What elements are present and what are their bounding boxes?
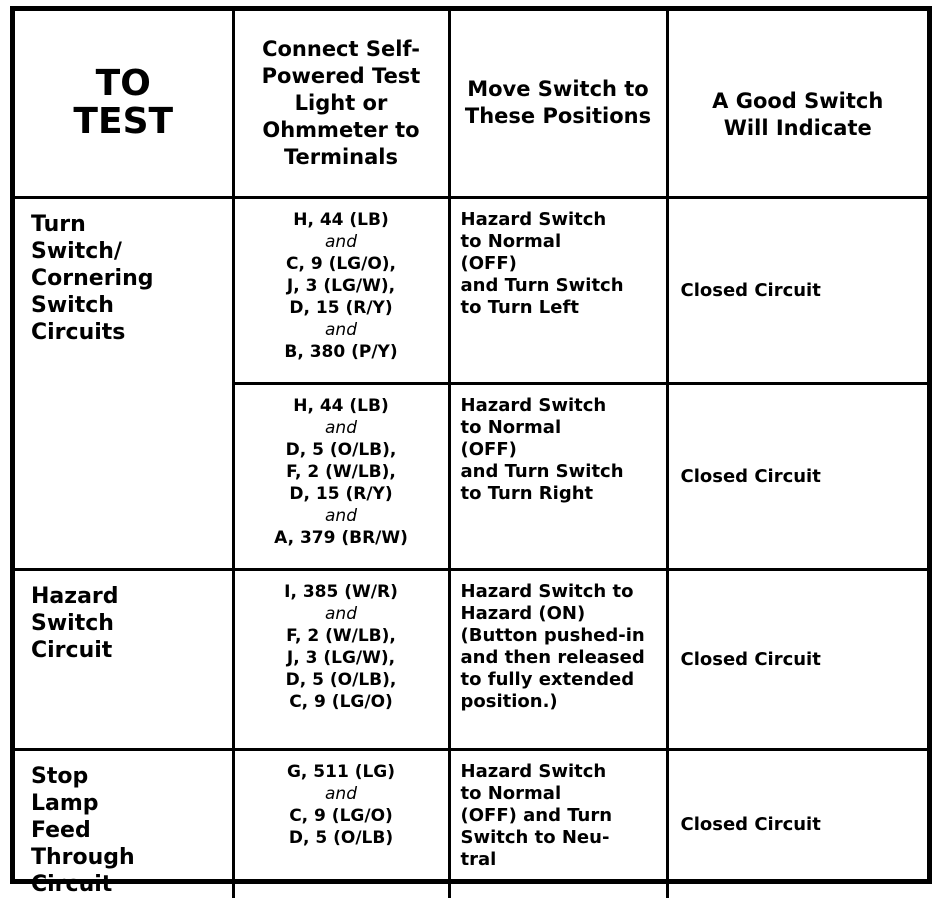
positions-cell (449, 383, 667, 569)
table-row (15, 749, 927, 898)
result-cell (667, 383, 927, 569)
header-move (449, 11, 667, 197)
terminal-line: C, 9 (LG/O), (285, 253, 397, 274)
result-cell (667, 197, 927, 383)
terminal-and: and (325, 319, 357, 340)
terminal-line: J, 3 (LG/W), (286, 275, 396, 296)
terminal-line: F, 2 (W/LB), (286, 461, 396, 482)
terminal-line: J, 3 (LG/W), (286, 647, 396, 668)
terminal-line: D, 5 (O/LB), (285, 669, 397, 690)
subject-cell (15, 749, 233, 898)
terminal-line: G, 511 (LG) (286, 761, 396, 782)
position-line: (OFF) and Turn (460, 804, 613, 826)
position-line: to Turn Right (460, 482, 594, 504)
switch-test-table (15, 11, 927, 898)
position-line: to Normal (460, 416, 562, 438)
terminal-and: and (325, 603, 357, 624)
position-line: to Turn Left (460, 296, 579, 318)
position-line: and Turn Switch (460, 274, 624, 296)
test-table-frame (10, 6, 932, 897)
position-line: Hazard Switch (460, 394, 607, 416)
position-line: to Normal (460, 782, 562, 804)
terminal-line: D, 5 (O/LB) (288, 827, 394, 848)
terminals-cell (233, 749, 449, 898)
terminal-line: C, 9 (LG/O) (289, 805, 393, 826)
result-cell (667, 749, 927, 898)
terminal-line: B, 380 (P/Y) (284, 341, 398, 362)
terminal-line: F, 2 (W/LB), (286, 625, 396, 646)
terminals-cell (233, 569, 449, 749)
result-text: Closed Circuit (680, 279, 821, 301)
position-line: Hazard (ON) (460, 602, 586, 624)
position-line: position.) (460, 690, 558, 712)
header-to-test-line2: TEST (73, 101, 174, 143)
result-text: Closed Circuit (680, 648, 821, 670)
terminal-line: A, 379 (BR/W) (274, 527, 408, 548)
position-line: to fully extended (460, 668, 635, 690)
header-move-text: Move Switch to These Positions (464, 77, 652, 129)
header-connect (233, 11, 449, 197)
terminals-cell (233, 197, 449, 383)
result-text: Closed Circuit (680, 465, 821, 487)
terminal-line: I, 385 (W/R) (284, 581, 398, 602)
terminal-and: and (325, 505, 357, 526)
subject-cell (15, 197, 233, 569)
header-to-test (15, 11, 233, 197)
subject-label: Turn Switch/ Cornering Switch Circuits (31, 211, 154, 345)
header-connect-text: Connect Self-Powered Test Light or Ohmmeter to Terminals (261, 36, 421, 169)
position-line: Hazard Switch to (460, 580, 634, 602)
terminal-and: and (325, 417, 357, 438)
position-line: (OFF) (460, 252, 517, 274)
positions-cell (449, 569, 667, 749)
position-line: tral (460, 848, 497, 870)
position-line: Switch to Neu- (460, 826, 610, 848)
header-good-text: A Good Switch Will Indicate (712, 89, 884, 141)
terminal-and: and (325, 783, 357, 804)
terminal-line: H, 44 (LB) (293, 209, 389, 230)
terminal-line: H, 44 (LB) (293, 395, 389, 416)
position-line: (OFF) (460, 438, 517, 460)
header-to-test-line1: TO (95, 63, 151, 105)
subject-label: Stop Lamp Feed Through Circuit (31, 763, 135, 897)
terminal-line: D, 15 (R/Y) (289, 483, 393, 504)
position-line: to Normal (460, 230, 562, 252)
positions-cell (449, 197, 667, 383)
result-text: Closed Circuit (680, 813, 821, 835)
terminal-line: C, 9 (LG/O) (289, 691, 393, 712)
position-line: and Turn Switch (460, 460, 624, 482)
terminals-cell (233, 383, 449, 569)
terminal-and: and (325, 231, 357, 252)
position-line: Hazard Switch (460, 760, 607, 782)
position-line: (Button pushed-in (460, 624, 645, 646)
terminal-line: D, 15 (R/Y) (289, 297, 393, 318)
table-row (15, 569, 927, 749)
terminal-line: D, 5 (O/LB), (285, 439, 397, 460)
header-row (15, 11, 927, 197)
result-cell (667, 569, 927, 749)
position-line: and then released (460, 646, 645, 668)
positions-cell (449, 749, 667, 898)
position-line: Hazard Switch (460, 208, 607, 230)
subject-label: Hazard Switch Circuit (31, 583, 119, 663)
header-good (667, 11, 927, 197)
subject-cell (15, 569, 233, 749)
table-row (15, 197, 927, 383)
